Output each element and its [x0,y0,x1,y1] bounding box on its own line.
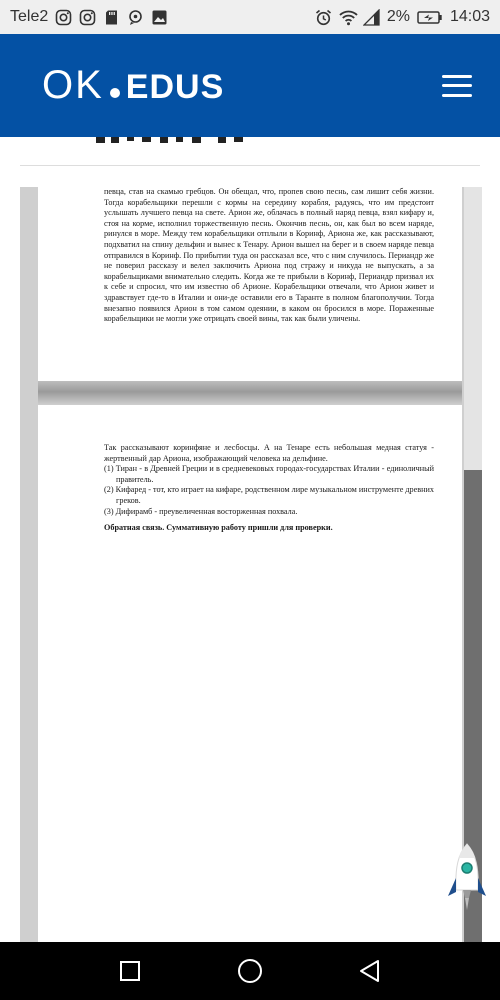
app-header [0,34,500,137]
logo-edus-text: EDUS [125,68,225,106]
image-icon [151,9,168,26]
system-nav-bar [0,942,500,1000]
document-page-1 [38,187,462,381]
status-bar [0,0,500,34]
menu-bar-line [442,94,472,97]
wifi-icon [339,9,356,26]
home-circle-icon[interactable] [230,951,270,991]
back-triangle-icon[interactable] [350,951,390,991]
clock-time: 14:03 [449,8,490,25]
title-divider [20,165,480,166]
clipped-title-glyphs [0,137,500,167]
sd-card-icon [103,9,120,26]
alarm-icon [315,9,332,26]
status-right [315,8,490,26]
instagram-icon [55,9,72,26]
feedback-note: Обратная связь. Суммативную работу пришли для проверки. [104,523,333,533]
document-viewer[interactable] [20,187,482,942]
page-break [38,381,462,405]
footnote-3: (3) Дифирамб - преувеличенная восторженная похвала. [104,506,298,516]
page1-paragraph: певца, став на скамью гребцов. Он обещал, что, пропев свою песнь, сам лишит себя жизни. Тогда корабельщики перешли с кормы на середину корабля, радуясь, что им предстоит услышать лучшего певца на свете. Арион же, облачась в полный наряд певца, взял кифару и, стоя на корме, исполнил торжественную песнь. Окончив песнь, он, как был во всем наряде, ринулся в море. Между тем корабельщики отплыли в Коринф, Ариона же, как рассказывают, подхватил на спину дельфин и вынес к Тенару. Арион вышел на берег и в своем наряде певца отправился в Коринф. По прибытии туда он рассказал все, что с ним случилось. Периандр же не поверил рассказу и велел заключить Ариона под стражу и никуда не выпускать, а за корабельщиками внимательно следить. Когда же те прибыли в Коринф, Периандр призвал их к себе и спросил, что им известно об Арионе. Корабельщики отвечали, что Арион живет и здравствует где-то в Италии и они-де оставили его в Таранте в полном благополучии. Тогда внезапно появился Арион в том самом одеянии, в каком он бросился в море. Пораженные корабельщики не могли уже отрицать своей вины, так как были уличены. [104,187,434,324]
rocket-scroll-top-icon[interactable] [446,842,488,922]
footnote-2: (2) Кифаред - тот, кто играет на кифаре, родственном лире музыкальном инструменте древних греков. [104,485,434,505]
hamburger-menu-icon[interactable] [442,75,472,97]
battery-percent: 2% [386,8,410,25]
logo-dot [110,88,120,98]
menu-bar-line [442,84,472,87]
page-title-strip [0,137,500,167]
site-logo[interactable] [42,63,224,108]
page2-content [104,443,434,534]
footnote-1: (1) Тиран - в Древней Греции и в средневековых городах-государствах Италии - единоличный правитель. [104,464,434,484]
notification-icon [127,9,144,26]
battery-icon [417,9,443,26]
status-left [10,8,168,26]
carrier-name: Tele2 [10,8,49,25]
signal-icon [363,9,380,26]
instagram-icon [79,9,96,26]
recents-square-icon[interactable] [110,951,150,991]
document-page-2 [38,405,462,942]
page2-intro: Так рассказывают коринфяне и лесбосцы. А на Тенаре есть небольшая медная статуя - жертвенный дар Ариона, изображающий человека на дельфине. [104,443,434,463]
logo-ok-text: OK [42,63,104,107]
menu-bar-line [442,75,472,78]
